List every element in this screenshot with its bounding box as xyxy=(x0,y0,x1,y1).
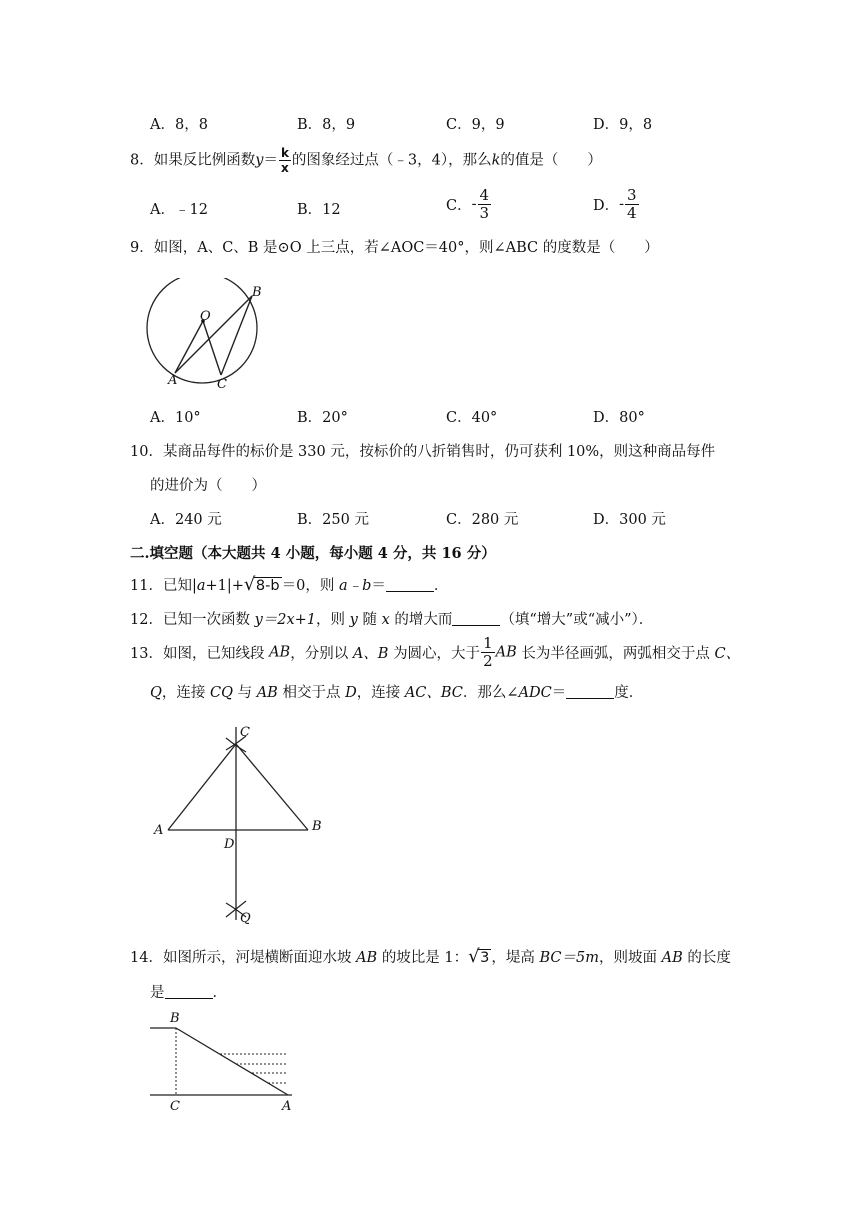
q9-option-a: A．10° xyxy=(150,410,201,426)
q8-option-a: A．﹣12 xyxy=(150,202,208,218)
q10-option-a: A．240 元 xyxy=(150,512,222,528)
q10-option-c: C．280 元 xyxy=(446,512,519,528)
q14-stem-line2: 是 ． xyxy=(150,985,227,1001)
q14-embankment-figure xyxy=(148,1008,296,1112)
q9-label-c: C xyxy=(217,377,227,390)
q13-label-c: C xyxy=(240,725,250,740)
q14-label-a: A xyxy=(282,1099,292,1112)
q13-label-d: D xyxy=(224,837,235,852)
q10-stem-line1: 10．某商品每件的标价是 330 元，按标价的八折销售时，仍可获利 10%，则这种商品每件 xyxy=(130,444,716,460)
q13-answer-blank[interactable] xyxy=(566,684,614,699)
q8-option-b: B．12 xyxy=(297,202,341,218)
q11-stem: 11．已知|a+1|+ √ 8-b ＝0，则 a﹣b＝ ． xyxy=(130,574,449,595)
q11-answer-blank[interactable] xyxy=(386,577,434,592)
q8-stem: 8．如果反比例函数y＝ $\frac{k}{x}$ 的图象经过点（﹣3，4），那么k的值是（ ） xyxy=(130,146,602,175)
q7-option-b: B．8，9 xyxy=(297,117,356,133)
q7-option-a: A．8，8 xyxy=(150,117,208,133)
q10-stem-line2: 的进价为（ ） xyxy=(150,478,266,494)
q13-stem-line1: 13．如图，已知线段 AB，分别以 A、B 为圆心，大于 $\frac{1}{2}$ AB 长为半径画弧，两弧相交于点 C、 xyxy=(130,634,741,670)
q9-circle-figure xyxy=(145,278,265,390)
q13-label-a: A xyxy=(154,823,164,838)
q12-stem: 12．已知一次函数 y＝2x+1，则 y 随 x 的增大而 （填“增大”或“减小”）． xyxy=(130,612,654,628)
q13-construction-figure xyxy=(148,722,328,927)
q14-label-b: B xyxy=(170,1011,180,1026)
q9-option-d: D．80° xyxy=(593,410,645,426)
q7-option-d: D．9，8 xyxy=(593,117,653,133)
q9-option-c: C．40° xyxy=(446,410,498,426)
q9-label-o: O xyxy=(200,309,211,324)
q14-label-c: C xyxy=(170,1099,180,1112)
q9-label-b: B xyxy=(252,285,262,300)
q9-label-a: A xyxy=(168,373,178,388)
q9-stem: 9．如图，A、C、B 是⊙O 上三点，若∠AOC＝40°，则∠ABC 的度数是（ ） xyxy=(130,240,659,256)
q10-option-d: D．300 元 xyxy=(593,512,666,528)
q7-option-c: C．9，9 xyxy=(446,117,505,133)
q13-stem-line2: Q，连接 CQ 与 AB 相交于点 D，连接 AC、BC．那么∠ADC＝ 度． xyxy=(150,685,644,701)
section-title: 二.填空题（本大题共 4 小题，每小题 4 分，共 16 分） xyxy=(130,545,496,562)
q10-option-b: B．250 元 xyxy=(297,512,369,528)
q8-option-c: C．- $\frac{4}{3}$ xyxy=(446,186,490,222)
q8-fraction: $\frac{k}{x}$ xyxy=(280,146,289,175)
q12-answer-blank[interactable] xyxy=(452,611,500,626)
q13-label-q: Q xyxy=(240,911,251,926)
q9-option-b: B．20° xyxy=(297,410,348,426)
q8-option-d: D．- $\frac{3}{4}$ xyxy=(593,186,637,222)
q14-answer-blank[interactable] xyxy=(165,984,213,999)
q13-label-b: B xyxy=(312,819,322,834)
q14-stem-line1: 14．如图所示，河堤横断面迎水坡 AB 的坡比是 1： √ 3 ，堤高 BC＝5m，则坡面 AB 的长度 xyxy=(130,946,731,967)
